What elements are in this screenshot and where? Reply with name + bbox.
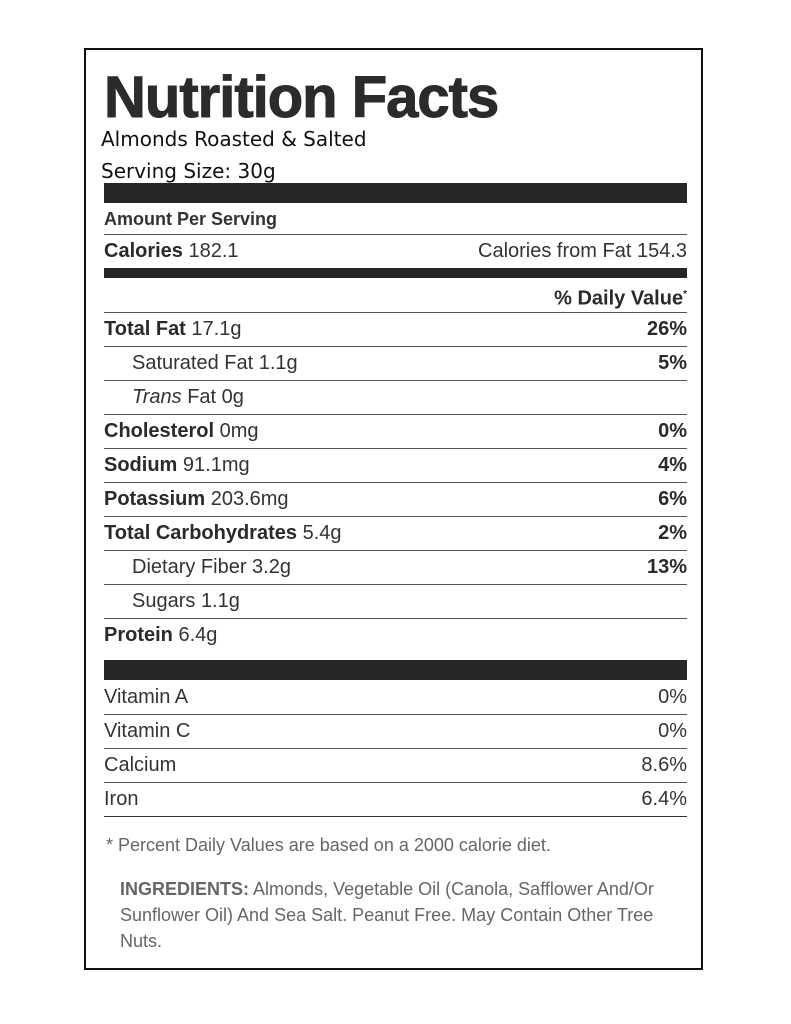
product-name: Almonds Roasted & Salted [101,127,367,151]
nutrient-row: Trans Fat 0g [132,386,244,408]
divider [104,816,687,817]
calories-row [104,236,687,266]
divider [104,714,687,715]
nutrient-row: Cholesterol 0mg 0% [104,420,687,442]
calories-label: Calories [104,240,183,262]
footnote: * Percent Daily Values are based on a 2000 calorie diet. [106,835,551,855]
nutrient-row: Dietary Fiber 3.2g 13% [132,556,687,578]
divider [104,584,687,585]
ingredients-label: INGREDIENTS: [120,879,250,899]
daily-value-header: % Daily Value* [554,287,687,310]
calories-from-fat: Calories from Fat 154.3 [478,240,687,262]
serving-size: Serving Size: 30g [101,159,276,183]
divider [104,234,687,235]
label-title: Nutrition Facts [104,65,499,130]
divider [104,618,687,619]
divider [104,516,687,517]
calories-value: 182.1 [188,240,239,262]
divider [104,346,687,347]
nutrient-row: Total Carbohydrates 5.4g 2% [104,522,687,544]
nutrient-row: Potassium 203.6mg 6% [104,488,687,510]
divider [104,482,687,483]
ingredients-text: Almonds, Vegetable Oil (Canola, Safflower And/Or Sunflower Oil) And Sea Salt. Peanut Free. May Contain Other Tree Nuts. [120,879,654,951]
divider [104,448,687,449]
nutrient-row: Saturated Fat 1.1g 5% [132,352,687,374]
thick-divider [104,660,687,680]
divider [104,748,687,749]
nutrient-row: Protein 6.4g [104,624,218,646]
thick-divider [104,183,687,203]
divider [104,414,687,415]
nutrient-row: Total Fat 17.1g 26% [104,318,687,340]
vitamin-row: Calcium 8.6% [104,754,687,776]
divider [104,312,687,313]
divider [104,380,687,381]
nutrient-row: Sugars 1.1g [132,590,240,612]
amount-per-serving: Amount Per Serving [104,209,278,229]
divider [104,782,687,783]
ingredients [120,876,657,954]
vitamin-row: Vitamin A 0% [104,686,687,708]
medium-divider [104,268,687,278]
divider [104,550,687,551]
nutrition-facts-label [84,48,703,970]
nutrient-row: Sodium 91.1mg 4% [104,454,687,476]
vitamin-row: Iron 6.4% [104,788,687,810]
vitamin-row: Vitamin C 0% [104,720,687,742]
